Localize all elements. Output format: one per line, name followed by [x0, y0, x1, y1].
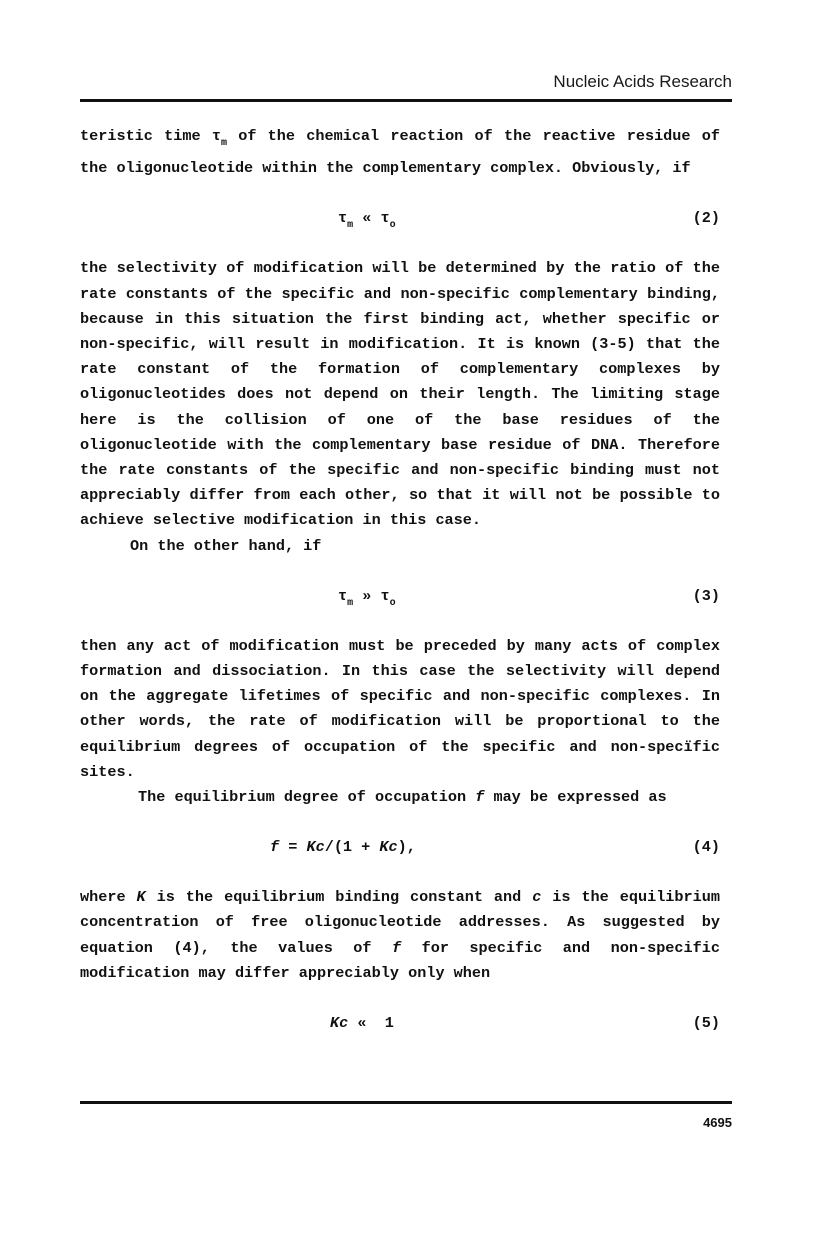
equation-5-expression: Kc « 1: [330, 1014, 394, 1033]
equation-2-number: (2): [692, 209, 720, 228]
paragraph-3: On the other hand, if: [130, 536, 322, 555]
footer-rule: [80, 1101, 732, 1104]
equation-5: [80, 1011, 720, 1036]
equation-4: [80, 835, 720, 860]
equation-3-expression: $\tau_m$ » $\tau_o$: [338, 586, 396, 609]
journal-title: Nucleic Acids Research: [553, 72, 732, 91]
equation-3: [80, 584, 720, 609]
paragraph-5: The equilibrium degree of occupation f may be expressed as: [138, 788, 667, 807]
paragraph-2: the selectivity of modification will be determined by the ratio of the rate constants of the specific and non-specific complementary binding, because in this situation the first binding act, whether specific or non-specific, will result in modification. It is known (3-5) that the rate constant of the formation of complementary complexes by oligonucleotides does not depend on their length. The limiting stage here is the collision of one of the base residues of the oligonucleotide with the complementary base residue of DNA. Therefore the rate constants of the specific and non-specific binding must not appreciably differ from each other, so that it will not be possible to achieve selective modification in this case.: [80, 259, 720, 530]
equation-4-expression: f = Kc/(1 + Kc),: [270, 838, 416, 857]
header-rule: [80, 99, 732, 102]
paragraph-1: teristic time $\tau_m$ of the chemical reaction of the reactive residue of the oligonucleotide within the complementary complex. Obviously, if: [80, 127, 720, 178]
equation-3-number: (3): [692, 586, 720, 605]
page-number: 4695: [703, 1115, 732, 1130]
equation-5-number: (5): [692, 1014, 720, 1033]
equation-2: [80, 206, 720, 231]
page-body: [80, 124, 720, 1036]
equation-2-expression: $\tau_m$ « $\tau_o$: [338, 209, 396, 232]
paragraph-4: then any act of modification must be preceded by many acts of complex formation and dissociation. In this case the selectivity will depend on the aggregate lifetimes of specific and non-specific complexes. In other words, the rate of modification will be proportional to the equilibrium degrees of occupation of the specific and non-specïfic sites.: [80, 636, 720, 781]
paragraph-6: where K is the equilibrium binding constant and c is the equilibrium concentration of free oligonucleotide addresses. As suggested by equation (4), the values of f for specific and non-specific modification may differ appreciably only when: [80, 888, 720, 982]
equation-4-number: (4): [692, 838, 720, 857]
